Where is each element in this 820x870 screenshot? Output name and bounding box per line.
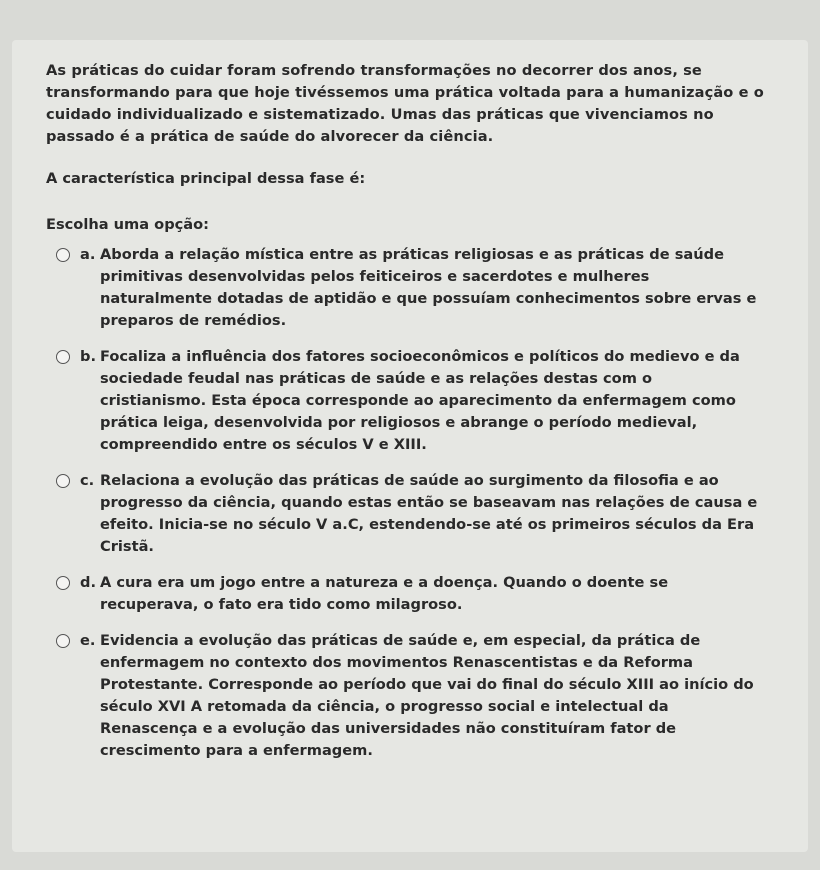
question-prompt: A característica principal dessa fase é: (46, 170, 366, 187)
option-letter: c. (80, 472, 95, 489)
option-b[interactable] (46, 346, 782, 456)
options-list (46, 244, 782, 762)
choose-option-label: Escolha uma opção: (46, 216, 210, 233)
option-text: A cura era um jogo entre a natureza e a doença. Quando o doente se recuperava, o fato era tido como milagroso. (100, 574, 669, 613)
option-letter: a. (80, 246, 96, 263)
radio-button-b[interactable] (56, 350, 70, 364)
question-card (12, 40, 808, 852)
option-text: Aborda a relação mística entre as práticas religiosas e as práticas de saúde primitivas desenvolvidas pelos feiticeiros e sacerdotes e mulheres naturalmente dotadas de aptidão e que possuíam conhecimentos sobre ervas e preparos de remédios. (100, 246, 757, 329)
option-text: Relaciona a evolução das práticas de saúde ao surgimento da filosofia e ao progresso da ciência, quando estas então se baseavam nas relações de causa e efeito. Inicia-se no século V a.C, estendendo-se até os primeiros séculos da Era Cristã. (100, 472, 758, 555)
option-letter: b. (80, 348, 96, 365)
radio-button-a[interactable] (56, 248, 70, 262)
option-e[interactable] (46, 630, 782, 762)
option-text: Evidencia a evolução das práticas de saúde e, em especial, da prática de enfermagem no contexto dos movimentos Renascentistas e da Reforma Protestante. Corresponde ao período que vai do final do século XIII ao início do século XVI A retomada da ciência, o progresso social e intelectual da Renascença e a evolução das universidades não constituíram fator de crescimento para a enfermagem. (100, 632, 754, 759)
option-letter: d. (80, 574, 96, 591)
option-c[interactable] (46, 470, 782, 558)
radio-button-c[interactable] (56, 474, 70, 488)
radio-button-e[interactable] (56, 634, 70, 648)
option-text: Focaliza a influência dos fatores socioeconômicos e políticos do medievo e da sociedade feudal nas práticas de saúde e as relações destas com o cristianismo. Esta época corresponde ao aparecimento da enfermagem como prática leiga, desenvolvida por religiosos e abrange o período medieval, compreendido entre os séculos V e XIII. (100, 348, 740, 453)
radio-button-d[interactable] (56, 576, 70, 590)
option-a[interactable] (46, 244, 782, 332)
question-text: As práticas do cuidar foram sofrendo transformações no decorrer dos anos, se transformando para que hoje tivéssemos uma prática voltada para a humanização e o cuidado individualizado e sistematizado. Umas das práticas que vivenciamos no passado é a prática de saúde do alvorecer da ciência. (46, 62, 764, 145)
option-d[interactable] (46, 572, 782, 616)
option-letter: e. (80, 632, 96, 649)
